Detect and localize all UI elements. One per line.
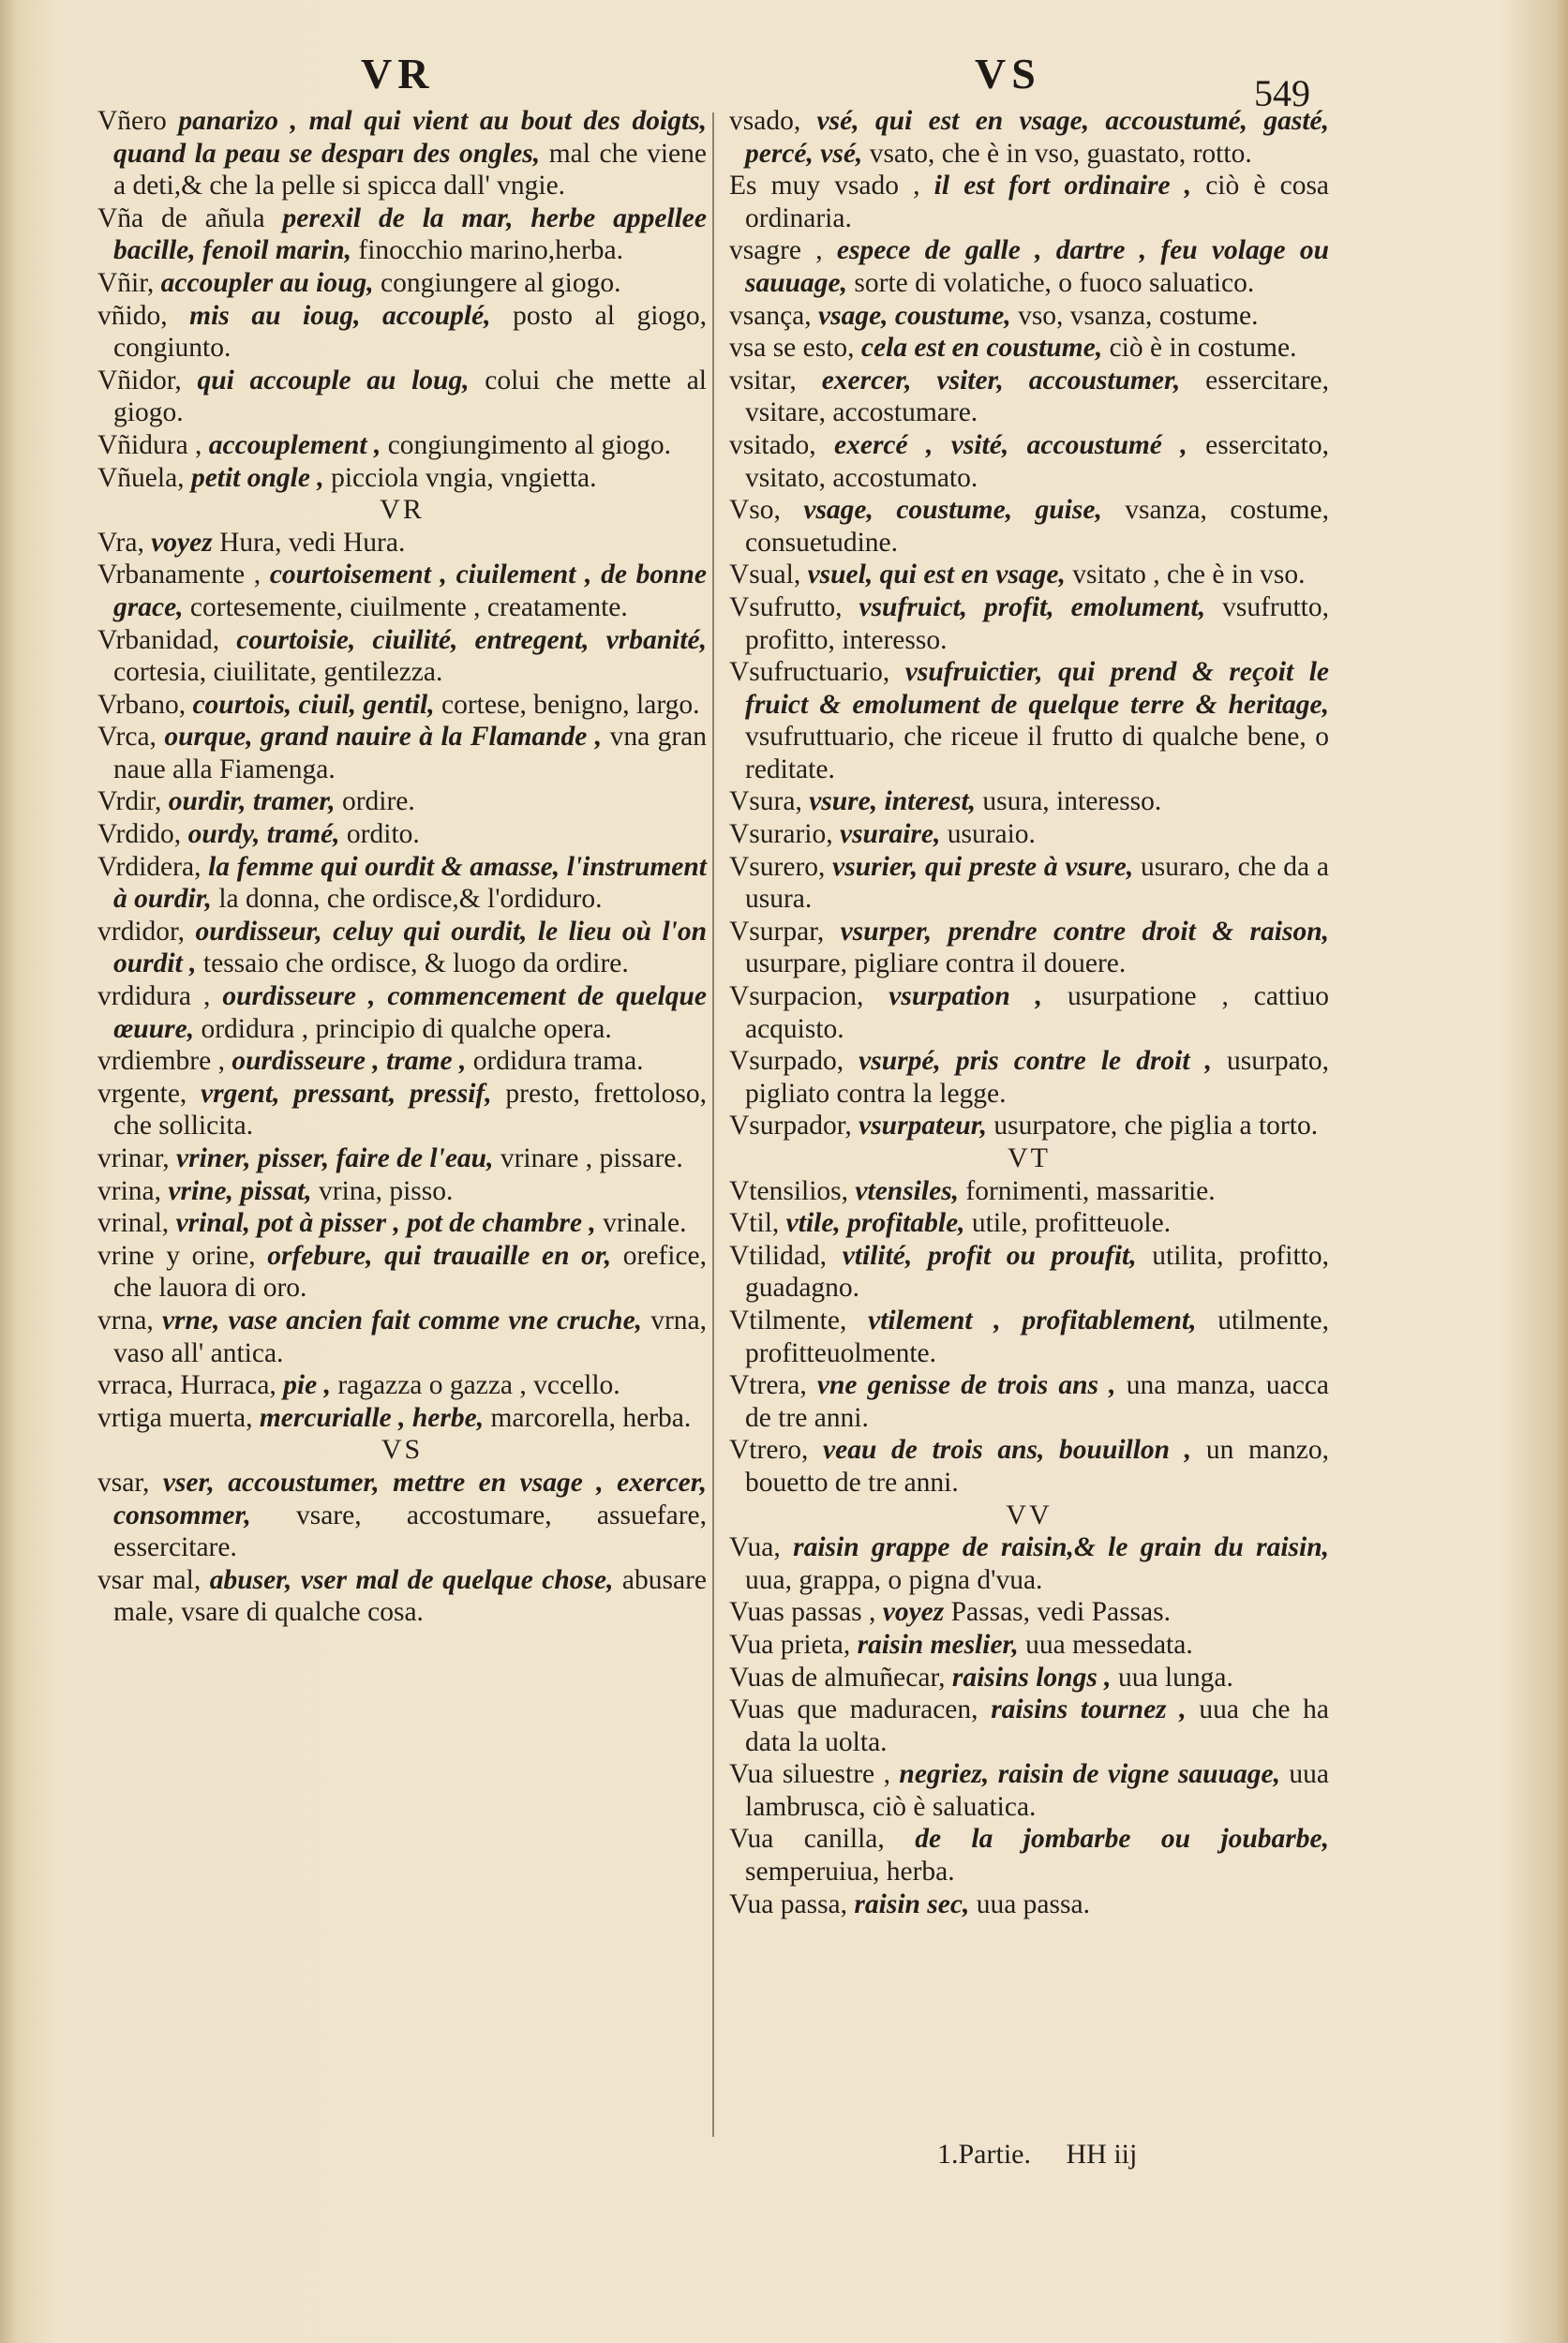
entry-french-gloss: de la jombarbe ou joubarbe, (915, 1824, 1330, 1855)
entry-french-gloss: ourdisseure , commencement de quelque œuure, (113, 981, 707, 1044)
section-heading: VT (1008, 1142, 1051, 1173)
entry-french-gloss: petit ongle , (190, 462, 324, 493)
entry-headword: vrdiembre , (97, 1046, 225, 1077)
entry-italian-gloss: vrinare , pissare. (500, 1143, 683, 1173)
entry-italian-gloss: sorte di volatiche, o fuoco saluatico. (854, 267, 1255, 298)
entry-french-gloss: vsurpateur, (859, 1111, 987, 1142)
dictionary-entry (97, 559, 707, 623)
entry-french-gloss: il est fort ordinaire , (933, 171, 1192, 201)
dictionary-entry (97, 202, 707, 267)
entry-french-gloss: orfebure, qui trauaille en or, (267, 1240, 612, 1271)
entry-italian-gloss: uua messedata. (1025, 1629, 1193, 1660)
entry-french-gloss: raisin meslier, (857, 1629, 1019, 1660)
entry-headword: Vsurpar, (729, 916, 825, 947)
dictionary-entry (97, 105, 707, 202)
dictionary-entry (729, 494, 1329, 559)
dictionary-entry (97, 1078, 707, 1142)
entry-french-gloss: veau de trois ans, bouuillon , (823, 1435, 1192, 1466)
entry-french-gloss: vtile, profitable, (785, 1208, 965, 1239)
dictionary-entry (729, 818, 1329, 851)
entry-french-gloss: vsage, coustume, guise, (803, 495, 1102, 526)
entry-italian-gloss: un manzo, bouetto de tre anni. (745, 1435, 1329, 1498)
entry-headword: Vñuela, (97, 462, 185, 493)
entry-headword: Vñir, (97, 267, 155, 298)
entry-italian-gloss: vrinale. (603, 1208, 687, 1239)
entry-italian-gloss: utilita, profitto, guadagno. (745, 1240, 1330, 1304)
entry-headword: Vñidor, (97, 365, 182, 395)
entry-italian-gloss: uua, grappa, o pigna d'vua. (745, 1564, 1043, 1595)
dictionary-entry (97, 429, 707, 462)
entry-french-gloss: courtoisement , ciuilement , de bonne grace, (113, 560, 707, 622)
dictionary-entry (729, 1629, 1329, 1662)
dictionary-entry (729, 1758, 1329, 1823)
entry-french-gloss: accoupler au ioug, (160, 267, 374, 298)
dictionary-entry (729, 365, 1329, 429)
entry-italian-gloss: utilmente, profitteuolmente. (745, 1305, 1330, 1368)
entry-headword: Vrbano, (97, 689, 187, 720)
left-column (97, 105, 707, 1629)
section-heading: VR (380, 494, 425, 526)
entry-italian-gloss: vrina, pisso. (319, 1175, 454, 1206)
entry-italian-gloss: usurpato, pigliato contra la legge. (745, 1046, 1329, 1109)
entry-headword: vrraca, Hurraca, (97, 1370, 276, 1401)
entry-headword: vsa se esto, (729, 333, 855, 364)
entry-french-gloss: vtilité, profit ou proufit, (842, 1240, 1137, 1271)
entry-italian-gloss: Passas, vedi Passas. (950, 1597, 1171, 1628)
entry-french-gloss: vrne, vase ancien fait comme vne cruche, (161, 1305, 643, 1336)
dictionary-entry (729, 1240, 1329, 1305)
dictionary-entry (729, 1888, 1329, 1921)
entry-italian-gloss: picciola vngia, vngietta. (331, 462, 597, 493)
entry-french-gloss: vsure, interest, (809, 786, 977, 817)
entry-italian-gloss: uua lambrusca, ciò è saluatica. (745, 1759, 1330, 1822)
dictionary-entry (97, 1402, 707, 1435)
dictionary-entry (729, 1434, 1329, 1499)
right-column (729, 105, 1329, 1920)
entry-italian-gloss: congiungimento al giogo. (387, 429, 672, 460)
dictionary-entry (729, 1694, 1329, 1758)
entry-headword: Vso, (729, 495, 781, 526)
entry-french-gloss: vsufruict, profit, emolument, (859, 591, 1206, 622)
entry-headword: Vsura, (729, 786, 802, 817)
entry-italian-gloss: tessaio che ordisce, & luogo da ordire. (202, 948, 629, 979)
dictionary-entry (97, 1142, 707, 1175)
dictionary-entry (97, 689, 707, 722)
dictionary-entry (97, 1240, 707, 1305)
entry-headword: vsagre , (729, 235, 823, 266)
entry-french-gloss: vsurpé, pris contre le droit , (859, 1046, 1212, 1077)
dictionary-entry (97, 300, 707, 365)
entry-headword: Vra, (97, 527, 144, 558)
entry-french-gloss: voyez (151, 527, 213, 558)
entry-italian-gloss: ordidura trama. (472, 1046, 644, 1077)
dictionary-entry (729, 300, 1329, 333)
entry-headword: Vrbanamente , (97, 560, 261, 590)
entry-french-gloss: vsage, coustume, (818, 300, 1011, 331)
entry-headword: Vrdir, (97, 786, 162, 817)
entry-headword: vrina, (97, 1175, 161, 1206)
entry-italian-gloss: usuraio. (947, 819, 1036, 850)
column-divider (712, 112, 714, 2137)
entry-italian-gloss: una manza, uacca de tre anni. (745, 1370, 1330, 1433)
dictionary-entry (729, 1045, 1329, 1110)
entry-french-gloss: raisins tournez , (991, 1694, 1187, 1725)
entry-headword: vrdidura , (97, 981, 211, 1012)
dictionary-entry (729, 1531, 1329, 1596)
entry-italian-gloss: vsufruttuario, che riceue il frutto di qualche bene, o reditate. (745, 722, 1329, 784)
entry-french-gloss: raisin sec, (854, 1888, 970, 1919)
dictionary-entry (729, 559, 1329, 591)
entry-italian-gloss: semperuiua, herba. (745, 1857, 955, 1888)
entry-headword: Vuas que maduracen, (729, 1694, 978, 1725)
entry-headword: Vtensilios, (729, 1175, 849, 1206)
dictionary-entry (729, 980, 1329, 1045)
dictionary-entry (97, 624, 707, 689)
entry-french-gloss: exercer, vsiter, accoustumer, (821, 365, 1181, 395)
entry-headword: Vtrera, (729, 1370, 807, 1401)
entry-headword: Vuas passas , (729, 1597, 876, 1628)
dictionary-entry (97, 1207, 707, 1240)
dictionary-entry (97, 1467, 707, 1564)
entry-italian-gloss: Hura, vedi Hura. (219, 527, 406, 558)
dictionary-entry (729, 1369, 1329, 1434)
entry-italian-gloss: uua lunga. (1117, 1662, 1233, 1693)
dictionary-entry (97, 818, 707, 851)
dictionary-entry (729, 1175, 1329, 1208)
entry-italian-gloss: vrna, vaso all' antica. (113, 1305, 707, 1368)
entry-french-gloss: vtensiles, (855, 1175, 960, 1206)
entry-headword: vrna, (97, 1305, 154, 1336)
entry-headword: Vsufrutto, (729, 591, 843, 622)
entry-italian-gloss: cortesia, ciuilitate, gentilezza. (113, 657, 443, 688)
entry-french-gloss: voyez (882, 1597, 945, 1628)
entry-headword: vrtiga muerta, (97, 1402, 253, 1433)
entry-italian-gloss: vso, vsanza, costume. (1018, 300, 1259, 331)
entry-headword: Vrdido, (97, 819, 182, 850)
entry-french-gloss: vsurpation , (889, 981, 1043, 1012)
entry-italian-gloss: mal che viene a deti,& che la pelle si spicca dall' vngie. (113, 138, 707, 201)
entry-headword: vrgente, (97, 1078, 187, 1109)
entry-headword: vñido, (97, 300, 168, 331)
entry-headword: vsar, (97, 1467, 150, 1498)
entry-headword: Vñidura , (97, 429, 202, 460)
dictionary-entry (729, 591, 1329, 656)
entry-italian-gloss: ordito. (346, 819, 420, 850)
page-number: 549 (1254, 72, 1310, 114)
entry-italian-gloss: presto, frettoloso, che sollicita. (113, 1078, 708, 1142)
entry-french-gloss: mis au ioug, accouplé, (189, 300, 491, 331)
entry-italian-gloss: posto al giogo, congiunto. (113, 300, 708, 364)
dictionary-entry (97, 462, 707, 495)
entry-headword: vsar mal, (97, 1564, 202, 1595)
entry-french-gloss: negriez, raisin de vigne sauuage, (899, 1759, 1280, 1790)
dictionary-entry (97, 267, 707, 300)
dictionary-entry (97, 1175, 707, 1208)
dictionary-entry (729, 1662, 1329, 1694)
entry-headword: Es muy vsado , (729, 171, 920, 201)
entry-italian-gloss: fornimenti, massaritie. (965, 1175, 1216, 1206)
entry-italian-gloss: ordidura , principio di qualche opera. (201, 1013, 612, 1044)
entry-headword: Vña de añula (97, 202, 265, 233)
dictionary-entry (97, 851, 707, 916)
entry-french-gloss: abuser, vser mal de quelque chose, (209, 1564, 614, 1595)
dictionary-entry (97, 1305, 707, 1369)
entry-headword: Vua canilla, (729, 1824, 885, 1855)
entry-french-gloss: accouplement , (208, 429, 381, 460)
dictionary-entry (97, 527, 707, 560)
dictionary-entry (729, 1596, 1329, 1629)
dictionary-entry (729, 105, 1329, 170)
entry-french-gloss: vsufruictier, qui prend & reçoit le fruict & emolument de quelque terre & heritage, (745, 657, 1330, 720)
entry-french-gloss: vrine, pissat, (168, 1175, 312, 1206)
entry-french-gloss: vne genisse de trois ans , (816, 1370, 1116, 1401)
dictionary-entry (729, 916, 1329, 980)
entry-italian-gloss: marcorella, herba. (490, 1402, 692, 1433)
entry-headword: Vsurpado, (729, 1046, 844, 1077)
entry-headword: Vua passa, (729, 1888, 848, 1919)
entry-italian-gloss: congiungere al giogo. (381, 267, 621, 298)
entry-italian-gloss: vsufrutto, profitto, interesso. (745, 591, 1330, 655)
dictionary-entry (729, 1207, 1329, 1240)
entry-french-gloss: ourque, grand nauire à la Flamande , (164, 722, 603, 753)
dictionary-entry (97, 1369, 707, 1402)
entry-italian-gloss: orefice, che lauora di oro. (113, 1240, 708, 1304)
footer-signature: HH iij (1066, 2139, 1138, 2170)
entry-french-gloss: vsurier, qui preste à vsure, (832, 851, 1134, 882)
entry-french-gloss: vrinal, pot à pisser , pot de chambre , (175, 1208, 596, 1239)
entry-italian-gloss: ordire. (341, 786, 415, 817)
dictionary-entry (729, 429, 1329, 494)
entry-french-gloss: raisin grappe de raisin,& le grain du raisin, (793, 1532, 1330, 1563)
entry-italian-gloss: vsanza, costume, consuetudine. (745, 495, 1330, 558)
entry-headword: Vrca, (97, 722, 157, 753)
entry-italian-gloss: uua che ha data la uolta. (745, 1694, 1330, 1757)
dictionary-entry (729, 851, 1329, 916)
entry-headword: vsança, (729, 300, 812, 331)
entry-french-gloss: ourdy, tramé, (187, 819, 340, 850)
entry-italian-gloss: usurpare, pigliare contra il douere. (745, 948, 1127, 979)
entry-italian-gloss: usurpatione , cattiuo acquisto. (745, 981, 1329, 1044)
entry-french-gloss: raisins longs , (951, 1662, 1112, 1693)
entry-italian-gloss: usurpatore, che piglia a torto. (993, 1111, 1319, 1142)
entry-french-gloss: vser, accoustumer, mettre en vsage , exercer, consommer, (113, 1467, 708, 1530)
entry-headword: Vsurpador, (729, 1111, 852, 1142)
dictionary-entry (97, 1564, 707, 1629)
dictionary-entry (97, 980, 707, 1045)
entry-headword: vrinal, (97, 1208, 170, 1239)
dictionary-entry (97, 1045, 707, 1078)
entry-italian-gloss: usura, interesso. (982, 786, 1162, 817)
dictionary-entry (97, 721, 707, 785)
dictionary-entry (729, 785, 1329, 818)
entry-headword: Vtil, (729, 1208, 780, 1239)
entry-italian-gloss: abusare male, vsare di qualche cosa. (113, 1564, 708, 1628)
entry-italian-gloss: ciò è in costume. (1109, 333, 1297, 364)
entry-italian-gloss: la donna, che ordisce,& l'ordiduro. (218, 884, 603, 915)
dictionary-entry (729, 1823, 1329, 1888)
section-heading: VV (1006, 1499, 1053, 1530)
entry-headword: Vua, (729, 1532, 781, 1563)
dictionary-entry (729, 170, 1329, 234)
entry-french-gloss: vrgent, pressant, pressif, (201, 1078, 492, 1109)
entry-headword: Vtrero, (729, 1435, 809, 1466)
entry-headword: Vrdidera, (97, 851, 202, 882)
section-heading: VS (381, 1434, 424, 1466)
running-header-left: VR (361, 50, 435, 97)
entry-headword: vrinar, (97, 1143, 170, 1173)
entry-headword: Vsurario, (729, 819, 833, 850)
entry-french-gloss: cela est en coustume, (860, 333, 1103, 364)
entry-headword: Vsufructuario, (729, 657, 890, 688)
entry-headword: Vsual, (729, 560, 801, 590)
entry-italian-gloss: colui che mette al giogo. (113, 365, 707, 428)
entry-italian-gloss: cortese, benigno, largo. (441, 689, 700, 720)
entry-headword: Vrbanidad, (97, 624, 220, 655)
entry-french-gloss: courtoisie, ciuilité, entregent, vrbanité, (236, 624, 707, 655)
running-header-right: VS (975, 50, 1041, 97)
entry-french-gloss: qui accouple au loug, (197, 365, 470, 395)
entry-italian-gloss: usuraro, che da a usura. (745, 851, 1329, 915)
entry-french-gloss: la femme qui ourdit & amasse, l'instrument à ourdir, (113, 851, 707, 915)
dictionary-entry (729, 656, 1329, 785)
entry-french-gloss: ourdisseure , trame , (231, 1046, 467, 1077)
entry-french-gloss: vsuel, qui est en vsage, (807, 560, 1066, 590)
entry-italian-gloss: utile, profitteuole. (971, 1208, 1172, 1239)
entry-french-gloss: ourdisseur, celuy qui ourdit, le lieu où l'on ourdit , (113, 916, 708, 979)
dictionary-entry (97, 365, 707, 429)
entry-headword: vsitado, (729, 429, 816, 460)
entry-headword: Vua prieta, (729, 1629, 851, 1660)
entry-headword: Vñero (97, 106, 167, 136)
entry-french-gloss: mercurialle , herbe, (259, 1402, 485, 1433)
entry-headword: Vtilmente, (729, 1305, 847, 1336)
entry-french-gloss: ourdir, tramer, (168, 786, 336, 817)
entry-headword: vsitar, (729, 365, 797, 395)
entry-headword: vsado, (729, 106, 801, 136)
entry-french-gloss: panarizo , mal qui vient au bout des doigts, quand la peau se desparı des ongles, (113, 106, 708, 169)
entry-french-gloss: vsurper, prendre contre droit & raison, (840, 916, 1329, 947)
entry-french-gloss: vtilement , profitablement, (868, 1305, 1197, 1336)
page-footer (937, 2139, 1165, 2171)
entry-french-gloss: vsé, qui est en vsage, accoustumé, gasté, percé, vsé, (745, 106, 1329, 169)
entry-italian-gloss: cortesemente, ciuilmente , creatamente. (189, 591, 628, 622)
entry-italian-gloss: vsare, accostumare, assuefare, essercitare. (113, 1500, 708, 1563)
entry-italian-gloss: vsitato , che è in vso. (1072, 560, 1306, 590)
entry-headword: Vsurero, (729, 851, 826, 882)
entry-french-gloss: pie , (283, 1370, 331, 1401)
dictionary-entry (729, 332, 1329, 365)
entry-french-gloss: perexil de la mar, herbe appellee bacille, fenoil marin, (113, 202, 707, 266)
entry-headword: vrdidor, (97, 916, 186, 947)
entry-italian-gloss: essercitare, vsitare, accostumare. (745, 365, 1330, 428)
entry-french-gloss: vsuraire, (839, 819, 941, 850)
entry-italian-gloss: essercitato, vsitato, accostumato. (745, 429, 1329, 493)
entry-italian-gloss: vsato, che è in vso, guastato, rotto. (869, 138, 1252, 169)
entry-headword: vrine y orine, (97, 1240, 256, 1271)
dictionary-entry (729, 1305, 1329, 1369)
dictionary-entry (97, 785, 707, 818)
entry-french-gloss: vriner, pisser, faire de l'eau, (176, 1143, 494, 1173)
entry-headword: Vuas de almuñecar, (729, 1662, 946, 1693)
entry-french-gloss: espece de galle , dartre , feu volage ou sauuage, (745, 235, 1329, 298)
entry-italian-gloss: uua passa. (976, 1888, 1090, 1919)
entry-headword: Vua siluestre , (729, 1759, 890, 1790)
dictionary-entry (729, 234, 1329, 299)
dictionary-entry (97, 916, 707, 980)
entry-french-gloss: exercé , vsité, accoustumé , (834, 429, 1187, 460)
entry-italian-gloss: ciò è cosa ordinaria. (745, 171, 1330, 233)
entry-headword: Vtilidad, (729, 1240, 828, 1271)
entry-italian-gloss: vna gran naue alla Fiamenga. (113, 722, 708, 784)
footer-part: 1.Partie. (937, 2139, 1031, 2170)
dictionary-entry (729, 1110, 1329, 1142)
entry-italian-gloss: finocchio marino,herba. (358, 235, 624, 266)
entry-french-gloss: courtois, ciuil, gentil, (192, 689, 435, 720)
entry-headword: Vsurpacion, (729, 981, 864, 1012)
entry-italian-gloss: ragazza o gazza , vccello. (337, 1370, 620, 1401)
